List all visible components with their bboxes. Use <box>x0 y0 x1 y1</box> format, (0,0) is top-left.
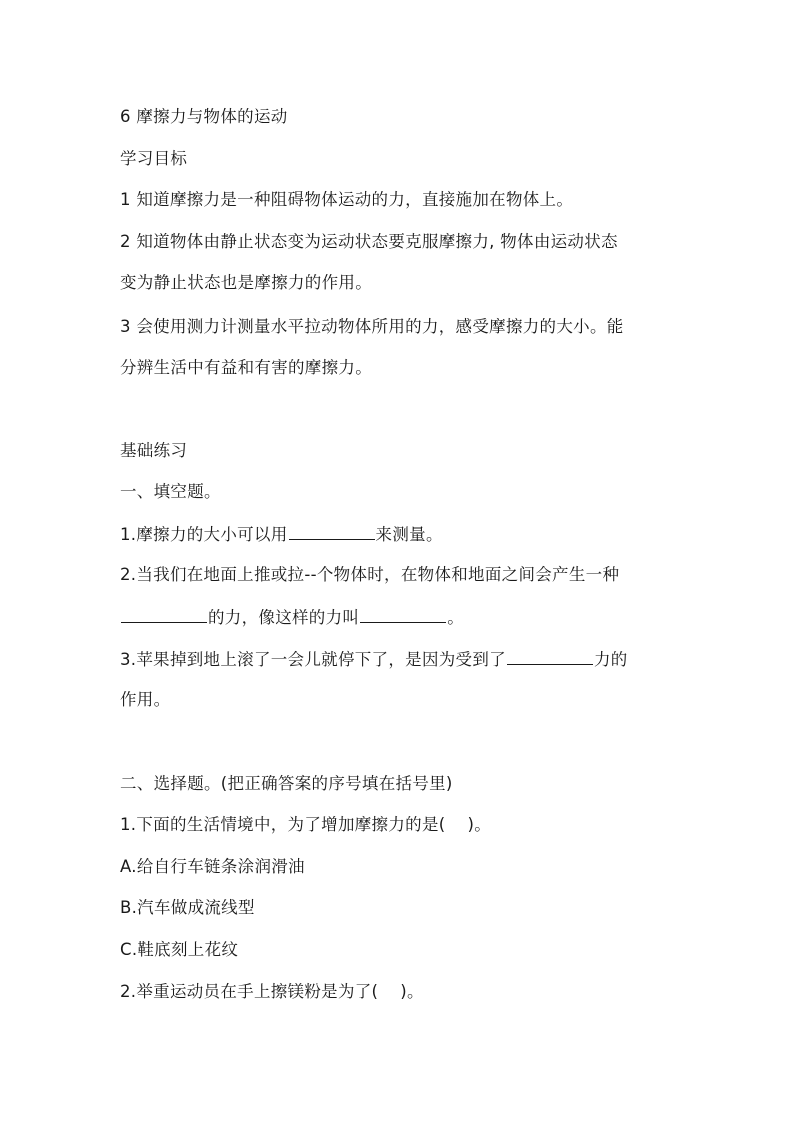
choice-q1-option-c: C.鞋底刻上花纹 <box>120 940 239 959</box>
fill-question-3-line1 <box>120 648 628 671</box>
objective-2-line1: 2 知道物体由静止状态变为运动状态要克服摩擦力, 物体由运动状态 <box>120 232 618 251</box>
lesson-title: 6 摩擦力与物体的运动 <box>120 107 288 126</box>
fill-q3-blank[interactable] <box>507 648 593 665</box>
fill-q3-text-before: 3.苹果掉到地上滚了一会儿就停下了，是因为受到了 <box>120 650 506 669</box>
fill-question-3-line2: 作用。 <box>120 690 171 709</box>
practice-heading: 基础练习 <box>120 441 188 460</box>
objectives-heading: 学习目标 <box>120 149 188 168</box>
choice-question-1 <box>120 814 491 836</box>
objective-3-line1: 3 会使用测力计测量水平拉动物体所用的力，感受摩擦力的大小。能 <box>120 317 624 336</box>
choice-q1-option-a: A.给自行车链条涂润滑油 <box>120 857 305 876</box>
fill-question-2-line1: 2.当我们在地面上推或拉--个物体时，在物体和地面之间会产生一种 <box>120 565 620 584</box>
choice-q1-option-b: B.汽车做成流线型 <box>120 898 255 917</box>
fill-q1-blank[interactable] <box>289 523 375 540</box>
fill-q2-text-end: 。 <box>447 608 465 627</box>
choice-q1-text-before: 1.下面的生活情境中，为了增加摩擦力的是( <box>120 815 446 834</box>
choice-q1-text-after: )。 <box>467 815 492 834</box>
fill-q2-text-mid: 的力，像这样的力叫 <box>208 608 360 627</box>
fill-q2-blank-1[interactable] <box>121 606 207 623</box>
fill-q2-blank-2[interactable] <box>360 606 446 623</box>
objective-1: 1 知道摩擦力是一种阻碍物体运动的力，直接施加在物体上。 <box>120 190 574 209</box>
fill-q3-text-after: 力的 <box>593 650 628 669</box>
choice-section-heading: 二、选择题。(把正确答案的序号填在括号里) <box>120 774 453 793</box>
fill-question-1 <box>120 523 443 546</box>
fill-section-heading: 一、填空题。 <box>120 482 221 501</box>
choice-q2-text-after: )。 <box>400 982 424 1001</box>
fill-q1-text-after: 来测量。 <box>375 525 443 544</box>
choice-q2-text-before: 2.举重运动员在手上擦镁粉是为了( <box>120 982 379 1001</box>
objective-2-line2: 变为静止状态也是摩擦力的作用。 <box>120 273 372 292</box>
objective-3-line2: 分辨生活中有益和有害的摩擦力。 <box>120 358 372 377</box>
choice-question-2 <box>120 981 424 1003</box>
fill-q1-text-before: 1.摩擦力的大小可以用 <box>120 525 288 544</box>
fill-question-2-line2 <box>120 606 464 629</box>
